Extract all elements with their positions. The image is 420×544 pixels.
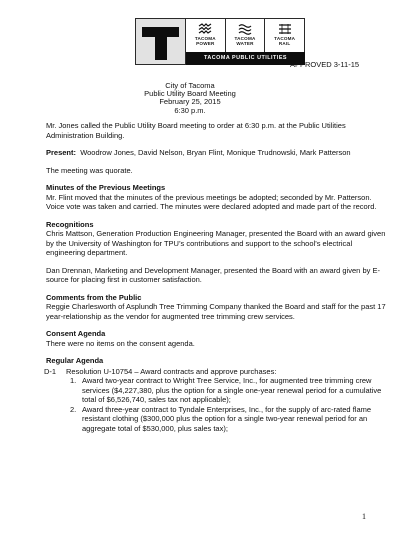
agenda-subitem [70,405,386,434]
recognitions-paragraph-1: Chris Mattson, Generation Production Engineering Manager, presented the Board with an award given by the University of Washington for TPU’s contributions and support to the school’s electrical engineering department. [46,229,386,257]
page-number: 1 [362,512,366,521]
recognitions-section [46,220,386,285]
minutes-text: Mr. Flint moved that the minutes of the previous meetings be adopted; seconded by Mr. Patterson. Voice vote was taken and carried. The minutes were declared adopted and made part of the record. [46,192,377,211]
agenda-item-number: D-1 [44,366,57,376]
meeting-header [0,82,380,115]
logo-division-water [225,19,265,52]
approved-date: APPROVED 3-11-15 [290,60,360,69]
public-comments-section [46,293,386,322]
tacoma-public-utilities-logo [135,18,305,65]
division-label-line2: POWER [196,41,215,46]
logo-t-mark [135,18,186,65]
division-label-line1: TACOMA [274,36,296,41]
header-date: February 25, 2015 [159,97,221,107]
regular-agenda-heading: Regular Agenda [46,356,104,365]
lightning-icon [198,23,212,35]
agenda-subitem [70,376,386,405]
regular-agenda-section [46,356,386,433]
call-to-order-paragraph: Mr. Jones called the Public Utility Board meeting to order at 6:30 p.m. at the Public Utilities Administration Building. [46,121,346,140]
agenda-item [44,367,386,377]
division-label-line2: RAIL [278,41,291,46]
recognitions-heading: Recognitions [46,219,94,229]
rail-icon [278,23,292,35]
agenda-item-text: Resolution U-10754 – Award contracts and approve purchases: [66,366,277,376]
present-names: Woodrow Jones, David Nelson, Bryan Flint, Monique Trudnowski, Mark Patterson [80,148,351,157]
agenda-subitem-number: 2. [70,404,77,414]
division-label-line1: TACOMA [194,36,216,41]
division-label-line2: WATER [236,41,254,46]
minutes-body [46,121,386,441]
header-city: City of Tacoma [165,81,215,90]
consent-agenda-heading: Consent Agenda [46,329,106,338]
minutes-section [46,183,386,212]
public-comments-text: Reggie Charlesworth of Asplundh Tree Trimming Company thanked the Board and staff for the past 17 year-relationship as the vendor for augmented tree trimming crew services. [46,302,386,321]
consent-agenda-section [46,329,386,348]
quorate-paragraph: The meeting was quorate. [46,165,133,175]
logo-divisions [186,18,305,52]
header-time: 6:30 p.m. [174,105,206,115]
logo-division-rail [264,19,304,52]
agenda-subitem-number: 1. [70,376,77,385]
consent-agenda-text: There were no items on the consent agenda. [46,338,195,348]
agenda-subitem-text: Award three-year contract to Tyndale Enterprises, Inc., for the supply of arc-rated flame resistant clothing ($300,000 plus the option for a single two-year renewal period for an aggregate total of $530,000, plus sales tax); [82,404,372,433]
logo-banner: TACOMA PUBLIC UTILITIES [186,52,305,65]
recognitions-paragraph-2: Dan Drennan, Marketing and Development Manager, presented the Board with an award given by E-source for placing first in customer satisfaction. [46,265,380,284]
logo-division-power [186,19,225,52]
agenda-subitems [70,376,386,433]
division-label-line1: TACOMA [234,36,256,41]
present-label: Present: [46,148,77,157]
agenda-subitem-text: Award two-year contract to Wright Tree Service, Inc., for augmented tree trimming crew services ($4,227,380, plus the option for a single one-year renewal period for a cumulative total of $6,526,740, sales tax not applicable); [82,376,382,404]
public-comments-heading: Comments from the Public [46,292,142,302]
header-meeting-name: Public Utility Board Meeting [144,89,236,99]
present-paragraph [46,148,386,158]
water-drop-icon [238,23,252,35]
minutes-heading: Minutes of the Previous Meetings [46,183,166,192]
